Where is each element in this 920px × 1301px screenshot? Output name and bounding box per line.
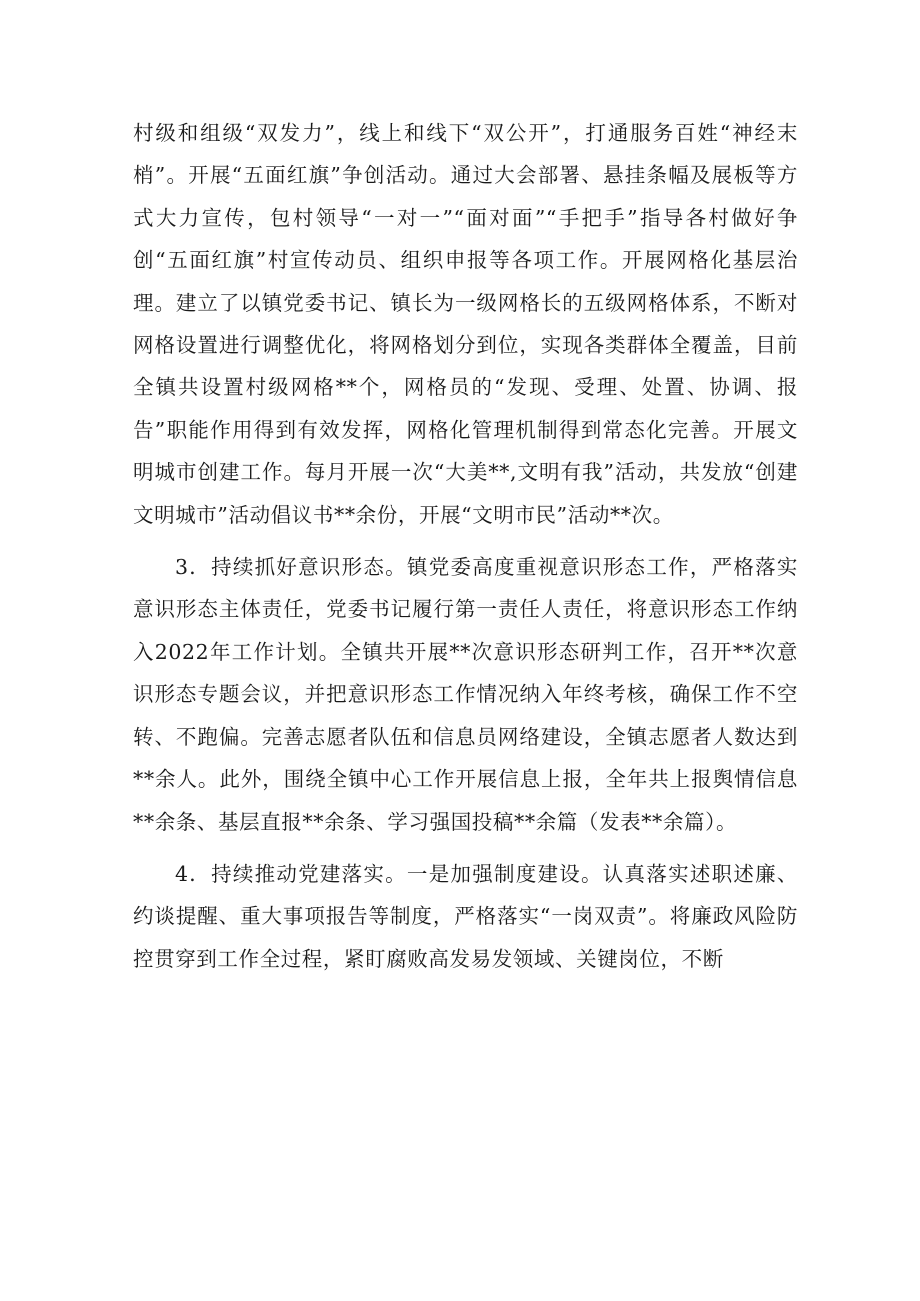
document-body — [133, 112, 798, 990]
paragraph-2: 3．持续抓好意识形态。镇党委高度重视意识形态工作，严格落实意识形态主体责任，党委书记履行第一责任人责任，将意识形态工作纳入2022年工作计划。全镇共开展**次意识形态研判工作，召开**次意识形态专题会议，并把意识形态工作情况纳入年终考核，确保工作不空转、不跑偏。完善志愿者队伍和信息员网络建设，全镇志愿者人数达到**余人。此外，围绕全镇中心工作开展信息上报，全年共上报舆情信息**余条、基层直报**余条、学习强国投稿**余篇（发表**余篇）。 — [133, 555, 798, 834]
paragraph-1: 村级和组级“双发力”，线上和线下“双公开”，打通服务百姓“神经末梢”。开展“五面红旗”争创活动。通过大会部署、悬挂条幅及展板等方式大力宣传，包村领导“一对一”“面对面”“手把手”指导各村做好争创“五面红旗”村宣传动员、组织申报等各项工作。开展网格化基层治理。建立了以镇党委书记、镇长为一级网格长的五级网格体系，不断对网格设置进行调整优化，将网格划分到位，实现各类群体全覆盖，目前全镇共设置村级网格**个，网格员的“发现、受理、处置、协调、报告”职能作用得到有效发挥，网格化管理机制得到常态化完善。开展文明城市创建工作。每月开展一次“大美**,文明有我”活动，共发放“创建文明城市”活动倡议书**余份，开展“文明市民”活动**次。 — [133, 121, 798, 527]
paragraph-3: 4．持续推动党建落实。一是加强制度建设。认真落实述职述廉、约谈提醒、重大事项报告等制度，严格落实“一岗双责”。将廉政风险防控贯穿到工作全过程，紧盯腐败高发易发领域、关键岗位，不断 — [133, 861, 798, 971]
